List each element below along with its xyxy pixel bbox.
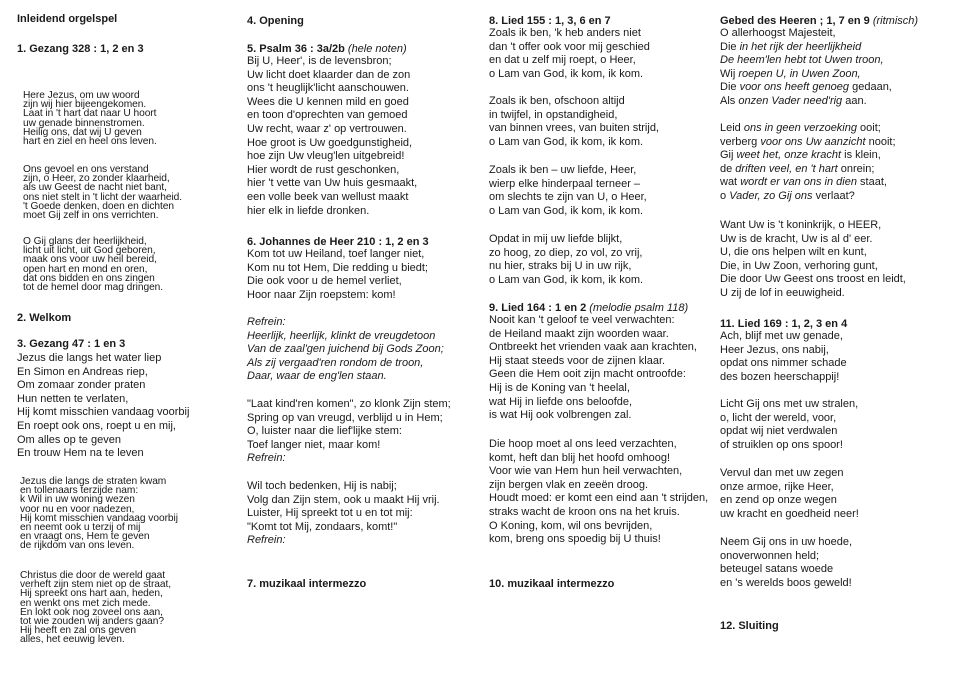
verse-line: onoverwonnen held; [720,549,820,562]
section-11-verse-2 [720,398,858,452]
section-6-verse-3 [247,480,440,548]
verse-line: opdat ons nimmer schade [720,357,847,370]
gebed-verse-1 [720,27,892,109]
verse-line: Die, in Uw Zoon, verhoring gunt, [720,259,878,272]
verse-line: Die door Uw Geest ons troost en leidt, [720,273,906,286]
verse-line: De heem'len hebt tot Uwen troon, [720,54,884,67]
section-9-verse-1 [489,314,697,423]
verse-line: o Lam van God, ik kom, ik kom. [489,204,644,217]
gebed-verse-3 [720,219,906,301]
refrain-label: Refrein: [247,534,286,547]
section-8-verse-3 [489,164,647,218]
verse-line: Wil toch bedenken, Hij is nabij; [247,480,397,492]
verse-line: Voor wie van Hem hun heil verwachten, [489,465,683,478]
verse-line: Spring op van vreugd, verblijd u in Hem; [247,411,443,424]
section-3-verse-1: Jezus die langs het water liep En Simon en Andreas riep, Om zomaar zonder praten Hun netten te verlaten, Hij komt misschien vandaag voorbij En roept ook ons, roept u en mij, Om alles op te geven En trouw Hem na te leven [17,352,190,460]
verse-line: en 's werelds boos geweld! [720,576,852,589]
verse-line: wat wordt er van ons in dien staat, [720,176,887,189]
verse-line: verberg voor ons Uw aanzicht nooit; [720,135,896,148]
section-6-verse-1 [247,248,428,302]
verse-line: o, licht der wereld, voor, [720,411,837,424]
verse-line: een volle beek van wellust maakt [247,190,409,203]
refrain-line: Daar, waar de eng'len staan. [247,370,387,383]
verse-line: Wij roepen U, in Uwen Zoon, [720,67,861,80]
verse-line: is wat Hij ook volbrengen zal. [489,409,632,422]
section-10-heading: 10. muzikaal intermezzo [489,578,615,590]
verse-line: o Vader, zo Gij ons verlaat? [720,189,855,202]
verse-line: beteugel satans woede [720,563,834,576]
verse-line: o Lam van God, ik kom, ik kom. [489,135,644,148]
section-11-verse-3 [720,467,859,521]
verse-line: Ontbreekt het vrienden vaak aan krachten, [489,341,697,354]
verse-line: hier elk in liefde dronken. [247,204,370,217]
section-8-verse-1 [489,27,650,81]
verse-line: Bij U, Heer', is de levensbron; [247,55,392,67]
verse-line: Neem Gij ons in uw hoede, [720,536,853,548]
verse-line: Als onzen Vader need'rig aan. [720,94,867,107]
section-9-heading: 9. Lied 164 : 1 en 2 (melodie psalm 118) [489,302,689,314]
section-9-verse-2 [489,438,708,547]
section-11-verse-1 [720,330,847,384]
verse-line: kom, breng ons spoedig bij U thuis! [489,533,661,546]
section-2-heading: 2. Welkom [17,312,72,324]
verse-line: Hoor naar Zijn roepstem: kom! [247,288,396,301]
section-11-verse-4 [720,536,852,590]
verse-line: Want Uw is 't koninkrijk, o HEER, [720,219,882,231]
verse-line: en zend op onze wegen [720,494,837,507]
verse-line: Nooit kan 't geloof te veel verwachten: [489,314,675,326]
section-12-heading: 12. Sluiting [720,620,779,632]
refrain-label: Refrein: [247,316,286,328]
verse-line: en dat u zelf mij roept, o Heer, [489,54,636,67]
refrain-line: Van de zaal'gen juichend bij Gods Zoon; [247,343,444,356]
verse-line: Hij is de Koning van 't heelal, [489,381,630,394]
verse-line: Uw licht doet klaarder dan de zon [247,68,411,81]
verse-line: Zoals ik ben, 'k heb anders niet [489,27,641,39]
gebed-heading: Gebed des Heeren ; 1, 7 en 9 (ritmisch) [720,15,919,27]
verse-line: wat Hij in liefde ons beloofde, [489,395,633,408]
verse-line: Opdat in mij uw liefde blijkt, [489,233,623,245]
verse-line: Zoals ik ben – uw liefde, Heer, [489,164,637,176]
verse-line: Vervul dan met uw zegen [720,467,844,479]
refrain-line: Als zij vergaad'ren rondom de troon, [247,356,424,369]
verse-line: om slechts te zijn van U, o Heer, [489,191,647,204]
verse-line: Luister, Hij spreekt tot u en tot mij: [247,507,413,520]
section-5-heading: 5. Psalm 36 : 3a/2b (hele noten) [247,43,407,55]
refrain-label: Refrein: [247,452,286,465]
section-8-verse-4 [489,233,643,287]
verse-line: Gij weet het, onze kracht is klein, [720,149,881,162]
verse-line: Die ook voor u de hemel verliet, [247,275,402,288]
verse-line: komt, heft dan blij het hoofd omhoog! [489,451,671,464]
gebed-verse-2 [720,122,896,204]
section-1-verse-3: O Gij glans der heerlijkheid, licht uit licht, uit God geboren, maak ons voor uw heil bereid, open hart en mond en oren, dat ons bidden en ons zingen tot de hemel door mag dringen. [23,236,164,294]
verse-line: Wees die U kennen mild en goed [247,95,409,108]
section-11-heading: 11. Lied 169 : 1, 2, 3 en 4 [720,318,848,330]
section-7-heading: 7. muzikaal intermezzo [247,578,367,590]
verse-line: "Komt tot Mij, zondaars, komt!" [247,520,398,533]
verse-line: zijn bergen vlak en zeeën droog. [489,478,648,491]
refrain [247,316,444,384]
verse-line: Uw is de kracht, Uw is al d' eer. [720,232,873,245]
verse-line: uw kracht en goedheid neer! [720,507,859,520]
verse-line: en toon d'oprechten van gemoed [247,109,408,122]
section-1-heading: 1. Gezang 328 : 1, 2 en 3 [17,43,144,55]
verse-line: straks wacht de kroon ons na het kruis. [489,505,680,518]
verse-line: o Lam van God, ik kom, ik kom. [489,67,644,80]
verse-line: Houdt moed: er komt een eind aan 't strijden, [489,492,709,505]
verse-line: wierp elke hinderpaal terneer – [489,177,641,190]
verse-line: Licht Gij ons met uw stralen, [720,398,859,410]
verse-line: Zoals ik ben, ofschoon altijd [489,95,625,107]
verse-line: of struiklen op ons spoor! [720,438,843,451]
section-3-heading: 3. Gezang 47 : 1 en 3 [17,338,126,350]
verse-line: zo hoog, zo diep, zo vol, zo vrij, [489,246,643,259]
verse-line: Die hoop moet al ons leed verzachten, [489,438,677,450]
verse-line: in twijfel, in opstandigheid, [489,108,618,121]
verse-line: Die in het rijk der heerlijkheid [720,40,862,53]
verse-line: de driften veel, en 't hart onrein; [720,162,875,175]
verse-line: opdat wij niet verdwalen [720,425,838,438]
verse-line: de Heiland maakt zijn woorden waar. [489,327,669,340]
verse-line: ons 't heuglijk'licht aanschouwen. [247,82,409,95]
verse-line: Volg dan Zijn stem, ook u maakt Hij vrij. [247,493,440,506]
verse-line: Toef langer niet, maar kom! [247,438,381,451]
verse-line: Geen die Hem ooit zijn macht ontroofde: [489,368,686,381]
section-1-verse-2: Ons gevoel en ons verstand zijn, o Heer, zo zonder klaarheid, als uw Geest de nacht niet bant, ons niet stelt in 't licht der waarheid. 't Goede denken, doen en dichten moet Gij zelf in ons verrichten. [23,164,183,222]
verse-line: O allerhoogst Majesteit, [720,27,836,39]
verse-line: Hij staat steeds voor de zijnen klaar. [489,354,666,367]
verse-line: dan 't offer ook voor mij geschied [489,40,650,53]
section-4-heading: 4. Opening [247,15,304,27]
verse-line: Uw recht, waar z' op vertrouwen. [247,122,407,135]
verse-line: U, die ons helpen wilt en kunt, [720,246,867,259]
verse-line: Kom nu tot Hem, Die redding u biedt; [247,261,428,274]
verse-line: Heer Jezus, ons nabij, [720,343,829,356]
verse-line: Hoe groot is Uw goedgunstigheid, [247,136,413,149]
verse-line: Leid ons in geen verzoeking ooit; [720,122,881,134]
verse-line: U zij de lof in eeuwigheid. [720,286,845,299]
section-5-verse [247,55,417,218]
section-1-verse-1: Here Jezus, om uw woord zijn wij hier bijeengekomen. Laat in 't hart dat naar U hoort uw genade binnenstromen. Heilig ons, dat wij U geven hart en ziel en heel ons leven. [23,90,157,148]
verse-line: van binnen vrees, van buiten strijd, [489,122,659,135]
refrain-line: Heerlijk, heerlijk, klinkt de vreugdetoon [247,329,436,342]
section-3-verse-2: Jezus die langs de straten kwam en tollenaars terzijde nam: k Wil in uw woning wezen voor nu en voor nadezen, Hij komt misschien vandaag voorbij en neemt ook u terzij of mij en vraagt ons, Hem te geven de rijkdom van ons leven. [20,476,178,552]
section-6-verse-2 [247,398,451,466]
section-3-verse-3: Christus die door de wereld gaat verheft zijn stem niet op de straat, Hij spreekt ons hart aan, heden, en wenkt ons met zich mede. En lokt ook nog zoveel ons aan, tot wie zouden wij anders gaan? Hij heeft en zal ons geven alles, het eeuwig leven. [20,570,172,646]
section-8-heading: 8. Lied 155 : 1, 3, 6 en 7 [489,15,611,27]
verse-line: onze armoe, rijke Heer, [720,480,834,493]
verse-line: O Koning, kom, wil ons bevrijden, [489,519,653,532]
verse-line: des bozen heerschappij! [720,370,840,383]
verse-line: Kom tot uw Heiland, toef langer niet, [247,248,425,260]
section-6-heading: 6. Johannes de Heer 210 : 1, 2 en 3 [247,236,429,248]
verse-line: nu hier, straks bij U in uw rijk, [489,260,632,273]
verse-line: O, luister naar die lief'lijke stem: [247,425,402,438]
intro-heading: Inleidend orgelspel [17,13,118,25]
verse-line: Ach, blijf met uw genade, [720,330,843,342]
verse-line: Hier wordt de rust geschonken, [247,163,400,176]
verse-line: hoe zijn Uw vleug'len uitgebreid! [247,150,405,163]
verse-line: Die voor ons heeft genoeg gedaan, [720,81,892,94]
verse-line: "Laat kind'ren komen", zo klonk Zijn stem; [247,398,451,410]
section-8-verse-2 [489,95,659,149]
verse-line: o Lam van God, ik kom, ik kom. [489,273,644,286]
verse-line: hier 't vette van Uw huis gesmaakt, [247,177,418,190]
